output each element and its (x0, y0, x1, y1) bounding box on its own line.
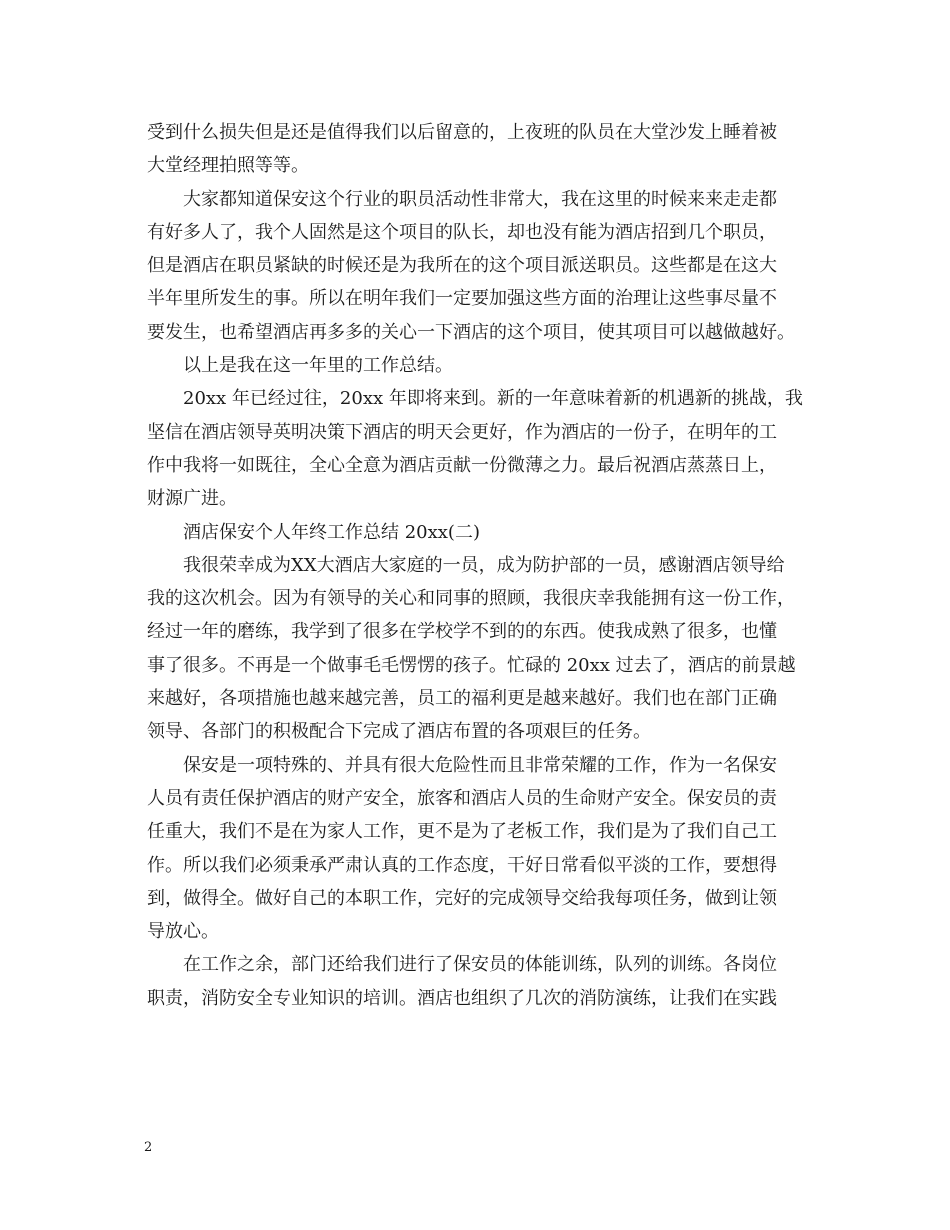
paragraph-7 (147, 948, 812, 1015)
paragraph-3 (147, 349, 812, 382)
paragraph-2 (147, 183, 812, 349)
text-line: 在工作之余，部门还给我们进行了保安员的体能训练，队列的训练。各岗位 (183, 954, 777, 976)
paragraph-1 (147, 116, 812, 183)
text-line: 受到什么损失但是还是值得我们以后留意的，上夜班的队员在大堂沙发上睡着被 (147, 122, 777, 143)
text-line: 事了很多。不再是一个做事毛毛愣愣的孩子。忙碌的 20xx 过去了，酒店的前景越 (147, 654, 796, 676)
text-line: 坚信在酒店领导英明决策下酒店的明天会更好，作为酒店的一份子，在明年的工 (147, 421, 777, 443)
text-line: 来越好，各项措施也越来越完善，员工的福利更是越来越好。我们也在部门正确 (147, 688, 777, 710)
text-line: 有好多人了，我个人固然是这个项目的队长，却也没有能为酒店招到几个职员， (147, 221, 777, 243)
text-line: 我的这次机会。因为有领导的关心和同事的照顾，我很庆幸我能拥有这一份工作， (147, 588, 795, 610)
text-line: 我很荣幸成为XX大酒店大家庭的一员，成为防护部的一员，感谢酒店领导给 (183, 554, 785, 576)
heading-line: 酒店保安个人年终工作总结 20xx(二) (183, 521, 480, 543)
section-heading (147, 516, 812, 549)
paragraph-5 (147, 549, 812, 749)
text-line: 半年里所发生的事。所以在明年我们一定要加强这些方面的治理让这些事尽量不 (147, 288, 777, 310)
text-line: 经过一年的磨练，我学到了很多在学校学不到的的东西。使我成熟了很多，也懂 (147, 621, 777, 643)
text-line: 但是酒店在职员紧缺的时候还是为我所在的这个项目派送职员。这些都是在这大 (147, 255, 777, 277)
text-line: 领导、各部门的积极配合下完成了酒店布置的各项艰巨的任务。 (147, 721, 651, 743)
text-line: 大堂经理拍照等等。 (147, 155, 309, 177)
page-number: 2 (144, 1140, 153, 1155)
text-line: 要发生，也希望酒店再多多的关心一下酒店的这个项目，使其项目可以越做越好。 (147, 321, 795, 343)
text-line: 作中我将一如既往，全心全意为酒店贡献一份微薄之力。最后祝酒店蒸蒸日上， (147, 454, 777, 476)
text-line: 保安是一项特殊的、并具有很大危险性而且非常荣耀的工作，作为一名保安 (183, 754, 777, 776)
document-body (147, 116, 812, 1015)
text-line: 人员有责任保护酒店的财产安全，旅客和酒店人员的生命财产安全。保安员的责 (147, 787, 777, 809)
text-line: 作。所以我们必须秉承严肃认真的工作态度，干好日常看似平淡的工作，要想得 (147, 854, 777, 876)
text-line: 职责，消防安全专业知识的培训。酒店也组织了几次的消防演练，让我们在实践 (147, 987, 777, 1009)
paragraph-6 (147, 749, 812, 949)
paragraph-4 (147, 382, 812, 515)
text-line: 到，做得全。做好自己的本职工作，完好的完成领导交给我每项任务，做到让领 (147, 887, 777, 909)
text-line: 财源广进。 (147, 488, 237, 510)
text-line: 以上是我在这一年里的工作总结。 (183, 355, 453, 377)
text-line: 任重大，我们不是在为家人工作，更不是为了老板工作，我们是为了我们自己工 (147, 821, 777, 843)
text-line: 导放心。 (147, 921, 219, 943)
text-line: 大家都知道保安这个行业的职员活动性非常大，我在这里的时候来来走走都 (183, 188, 777, 210)
text-line: 20xx 年已经过往，20xx 年即将来到。新的一年意味着新的机遇新的挑战，我 (183, 388, 803, 410)
